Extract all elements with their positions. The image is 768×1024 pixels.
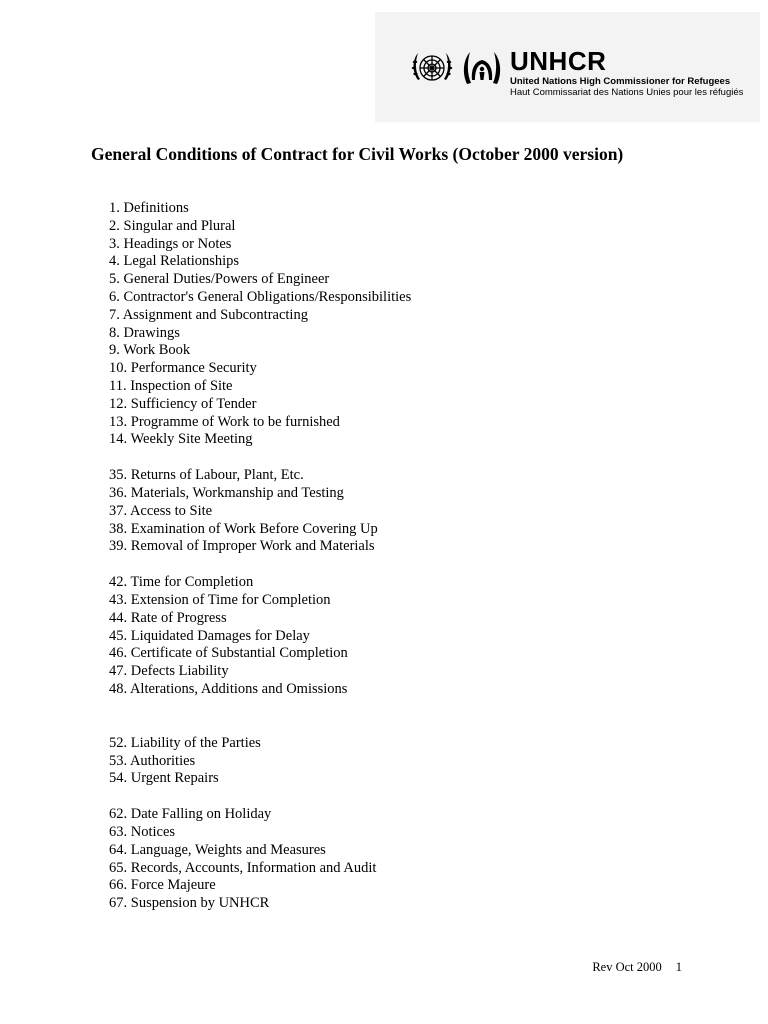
contents-item: 63. Notices: [109, 823, 176, 840]
contents-item: 6. Contractor's General Obligations/Responsibilities: [109, 288, 412, 305]
contents-item: 13. Programme of Work to be furnished: [109, 413, 340, 430]
contents-item: 5. General Duties/Powers of Engineer: [109, 271, 330, 288]
contents-item: 67. Suspension by UNHCR: [109, 895, 270, 912]
contents-group: [109, 200, 411, 449]
contents-item: 44. Rate of Progress: [109, 609, 227, 626]
logo-text: [510, 48, 768, 98]
contents-item: 11. Inspection of Site: [109, 377, 233, 394]
contents-item: 1. Definitions: [109, 200, 189, 216]
contents-item: 53. Authorities: [109, 752, 196, 769]
contents-item: 9. Work Book: [109, 342, 191, 359]
contents-group: [109, 806, 411, 913]
contents-item: 42. Time for Completion: [109, 574, 254, 591]
contents-item: 38. Examination of Work Before Covering Up: [109, 520, 378, 537]
contents-list: [109, 200, 411, 913]
contents-item: 7. Assignment and Subcontracting: [109, 306, 308, 323]
contents-item: 8. Drawings: [109, 324, 180, 341]
contents-item: 2. Singular and Plural: [109, 217, 236, 234]
page-footer: [592, 960, 682, 975]
contents-item: 4. Legal Relationships: [109, 253, 240, 270]
refugee-emblem-icon: [460, 48, 504, 90]
org-full-name-en: United Nations High Commissioner for Refugees: [510, 76, 731, 87]
contents-item: 52. Liability of the Parties: [109, 734, 261, 751]
contents-group: [109, 574, 411, 699]
contents-item: 10. Performance Security: [109, 360, 257, 377]
contents-group: [109, 735, 411, 788]
revision-label: Rev Oct 2000: [592, 960, 662, 974]
contents-item: 65. Records, Accounts, Information and Audit: [109, 859, 377, 876]
contents-item: 45. Liquidated Damages for Delay: [109, 627, 310, 644]
document-title: General Conditions of Contract for Civil Works (October 2000 version): [91, 144, 624, 164]
un-emblem-icon: [410, 48, 454, 90]
org-name: UNHCR: [510, 46, 607, 76]
contents-item: 37. Access to Site: [109, 502, 213, 519]
contents-item: 64. Language, Weights and Measures: [109, 841, 326, 858]
contents-item: 47. Defects Liability: [109, 663, 229, 680]
org-full-name-fr: Haut Commissariat des Nations Unies pour les réfugiés: [510, 87, 744, 98]
contents-item: 14. Weekly Site Meeting: [109, 431, 253, 448]
contents-item: 48. Alterations, Additions and Omissions: [109, 680, 348, 697]
contents-item: 66. Force Majeure: [109, 877, 216, 894]
contents-item: 46. Certificate of Substantial Completion: [109, 645, 348, 662]
contents-item: 39. Removal of Improper Work and Materials: [109, 538, 375, 555]
contents-item: 3. Headings or Notes: [109, 235, 232, 252]
contents-group: [109, 467, 411, 556]
contents-item: 36. Materials, Workmanship and Testing: [109, 484, 344, 501]
contents-item: 54. Urgent Repairs: [109, 770, 219, 787]
contents-item: 35. Returns of Labour, Plant, Etc.: [109, 467, 304, 484]
page-number: 1: [675, 960, 682, 974]
contents-item: 62. Date Falling on Holiday: [109, 806, 272, 823]
contents-item: 43. Extension of Time for Completion: [109, 591, 331, 608]
contents-item: 12. Sufficiency of Tender: [109, 395, 257, 412]
